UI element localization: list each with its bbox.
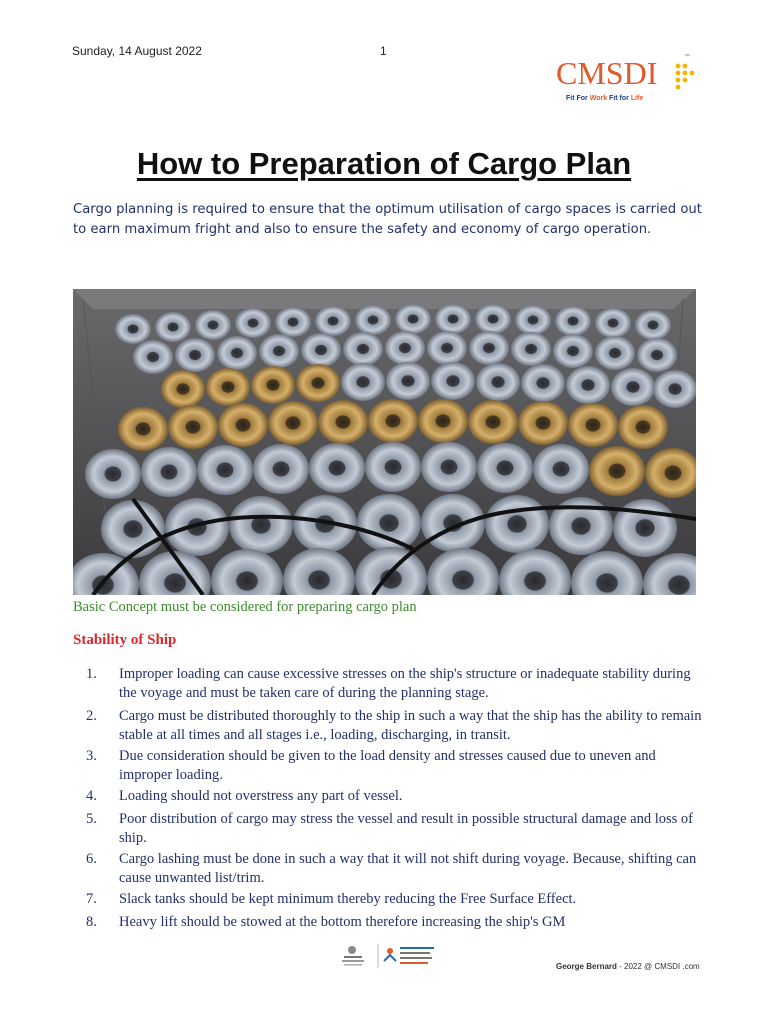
steel-coils-illustration [73,289,696,595]
page-title: How to Preparation of Cargo Plan [136,146,632,181]
tagline-work: Work [589,95,608,102]
step-text: Cargo lashing must be done in such a way that it will not shift during voyage. Because, shifting can cause unwanted list/trim. [119,851,697,886]
step-text: Loading should not overstress any part of vessel. [119,788,403,804]
tagline-life: Life [630,95,644,102]
step-text: Due consideration should be given to the load density and stresses caused due to uneven and improper loading. [119,748,656,783]
footer-credit [556,962,700,971]
tagline-fit-for-2: Fit for [607,95,631,102]
intro-paragraph: Cargo planning is required to ensure that the optimum utilisation of cargo spaces is carried out to earn maximum fright and also to ensure the safety and economy of cargo operation. [73,202,702,237]
photo-caption: Basic Concept must be considered for preparing cargo plan [73,599,417,615]
section-heading-stability: Stability of Ship [73,632,177,648]
step-number: 5. [86,811,97,827]
step-number: 4. [86,788,97,804]
step-text: Slack tanks should be kept minimum thereby reducing the Free Surface Effect. [119,891,577,907]
footer-author: George Bernard [556,962,617,971]
footer-copyright: - 2022 @ CMSDI .com [616,962,700,971]
step-number: 1. [86,666,97,682]
step-number: 6. [86,851,97,867]
step-number: 3. [86,748,97,764]
tagline-fit-for: Fit For [566,95,590,102]
step-text: Heavy lift should be stowed at the bottom therefore increasing the ship's GM [119,914,566,930]
step-number: 2. [86,708,97,724]
logo-trademark: ™ [684,54,690,60]
footer-partner-logos-icon [336,941,456,971]
step-text: Improper loading can cause excessive stresses on the ship's structure or inadequate stability during the voyage and must be taken care of during the planning stage. [119,666,691,701]
step-number: 8. [86,914,97,930]
header-date: Sunday, 14 August 2022 [72,44,202,58]
step-number: 7. [86,891,97,907]
logo-tagline [566,95,643,102]
logo-dots-icon [674,62,702,90]
page-number: 1 [380,44,387,58]
step-text: Cargo must be distributed thoroughly to the ship in such a way that the ship has the ability to remain stable at all times and all stages i.e., loading, discharging, in transit. [119,708,702,743]
step-text: Poor distribution of cargo may stress the vessel and result in possible structural damage and loss of ship. [119,811,693,846]
cmsdi-logo [556,54,706,110]
cargo-hold-photo [73,289,696,595]
logo-wordmark: CMSDI [556,55,658,91]
